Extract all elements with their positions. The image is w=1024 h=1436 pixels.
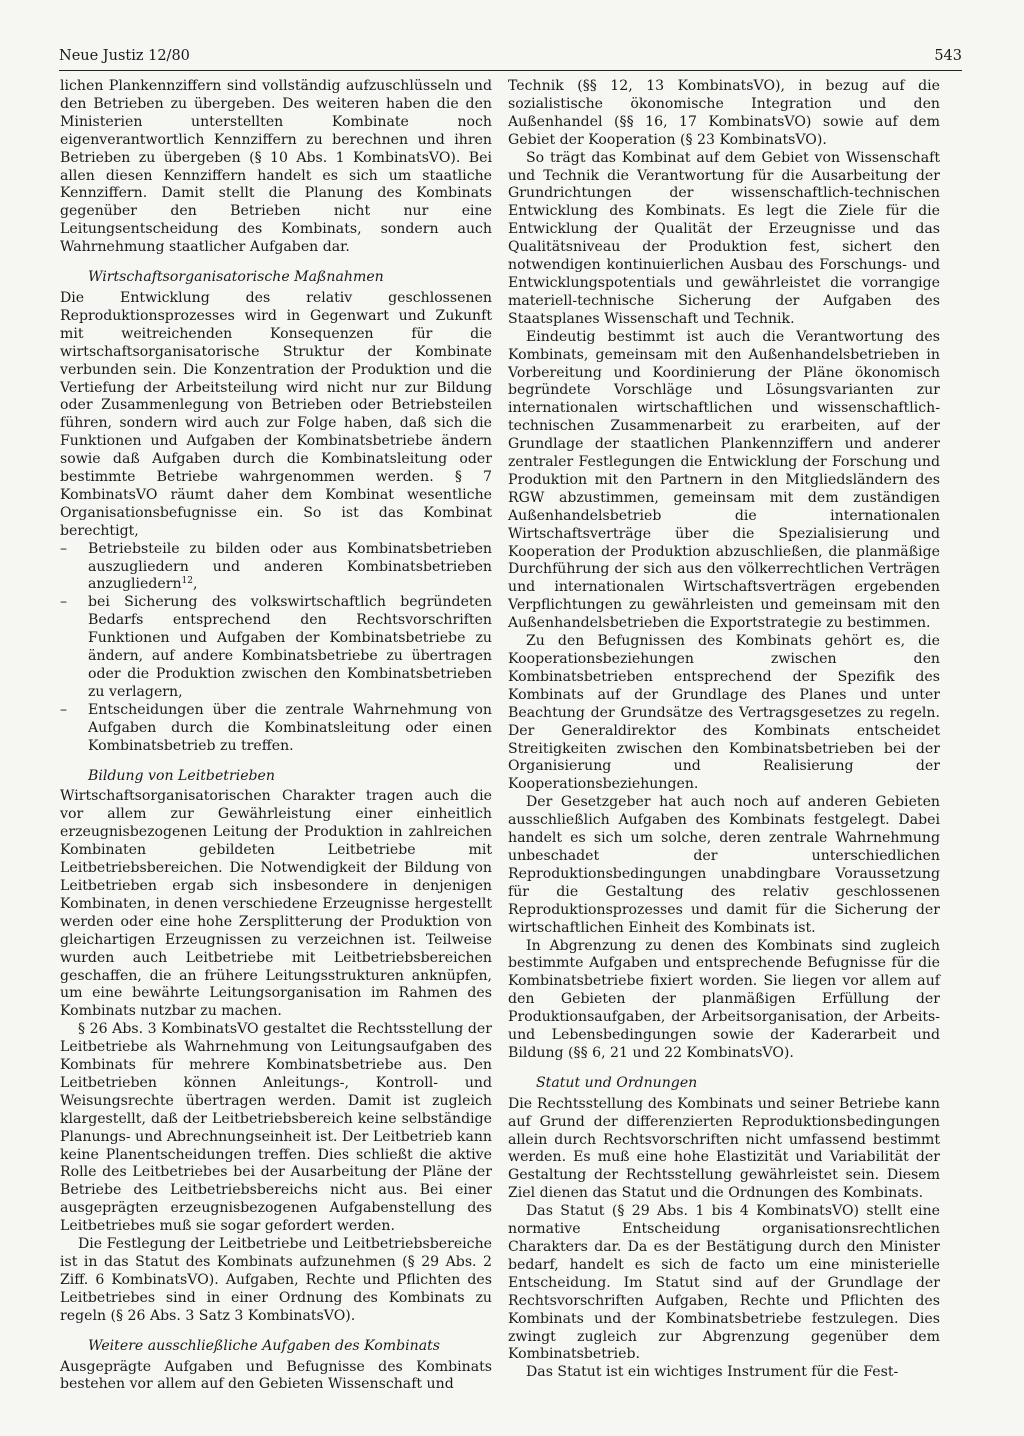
left-column [60,78,492,1394]
list-item-text: bei Sicherung des volkswirtschaftlich begründeten Bedarfs entsprechend den Rechtsvorschriften Funktionen und Aufgaben der Kombinatsbetriebe zu ändern, auf andere Kombinatsbetriebe zu übertragen oder die Produktion zwischen den Kombinatsbetrieben zu verlagern, [88,594,492,700]
section-heading: Bildung von Leitbetrieben [88,767,275,784]
journal-title: Neue Justiz 12/80 [59,48,190,64]
paragraph: In Abgrenzung zu denen des Kombinats sind zugleich bestimmte Aufgaben und entsprechende Befugnisse für die Kombinatsbetriebe fixiert worden. Sie liegen vor allem auf den Gebieten der planmäßigen Erfüllung der Produktionsaufgaben, der Arbeitsorganisation, der Arbeits- und Lebensbedingungen sowie der Kaderarbeit und Bildung (§§ 6, 21 und 22 KombinatsVO). [508,937,940,1061]
paragraph: Die Entwicklung des relativ geschlossenen Reproduktionsprozesses wird in Gegenwart und Zukunft mit weitreichenden Konsequenzen für die wirtschaftsorganisatorische Struktur der Kombinate verbunden sein. Die Konzentration der Produktion und die Vertiefung der Arbeitsteilung wird nicht nur zur Bildung oder Zusammenlegung von Betrieben oder Betriebsteilen führen, sondern wird auch zur Folge haben, daß sich die Funktionen und Aufgaben der Kombinatsbetriebe ändern sowie daß Aufgaben durch die Kombinatsleitung oder bestimmte Betriebe wahrgenommen werden. § 7 KombinatsVO räumt daher dem Kombinat wesentliche Organisationsbefugnisse ein. So ist das Kombinat berechtigt, [60,289,492,539]
dash-bullet: – [60,594,68,611]
paragraph: Das Statut ist ein wichtiges Instrument für die Fest- [526,1364,899,1381]
dash-list [60,541,492,756]
paragraph: Das Statut (§ 29 Abs. 1 bis 4 KombinatsVO) stellt eine normative Entscheidung organisationsrechtlichen Charakters dar. Da es der Bestätigung durch den Minister bedarf, handelt es sich de facto um eine ministerielle Entscheidung. Im Statut sind auf der Grundlage der Rechtsvorschriften Aufgaben, Rechte und Pflichten des Kombinats und der Kombinatsbetriebe festzulegen. Dies zwingt zugleich zur Abgrenzung gegenüber dem Kombinatsbetrieb. [508,1203,940,1363]
paragraph: Eindeutig bestimmt ist auch die Verantwortung des Kombinats, gemeinsam mit den Außenhandelsbetrieben in Vorbereitung und Koordinierung der Pläne ökonomisch begründete Vorschläge und Lösungsvarianten zur internationalen wirtschaftlichen und wissenschaftlich-technischen Zusammenarbeit zu erarbeiten, auf der Grundlage der staatlichen Plankennziffern und anderer zentraler Festlegungen die Entwicklung der Forschung und Produktion mit den Partnern in den Mitgliedsländern des RGW abzustimmen, gemeinsam mit dem zuständigen Außenhandelsbetrieb die internationalen Wirtschaftsverträge über die Spezialisierung und Kooperation der Produktion abzuschließen, die planmäßige Durchführung der sich aus den völkerrechtlichen Verträgen und internationalen Wirtschaftsverträgen ergebenden Verpflichtungen zu gewährleisten und gemeinsam mit den Außenhandelsbetrieben die Exportstrategie zu bestimmen. [508,328,940,632]
paragraph: Die Festlegung der Leitbetriebe und Leitbetriebsbereiche ist in das Statut des Kombinats aufzunehmen (§ 29 Abs. 2 Ziff. 6 KombinatsVO). Aufgaben, Rechte und Pflichten des Leitbetriebes sind in einer Ordnung des Kombinats zu regeln (§ 26 Abs. 3 Satz 3 KombinatsVO). [60,1236,492,1324]
list-item [60,702,492,756]
paragraph: Die Rechtsstellung des Kombinats und seiner Betriebe kann auf Grund der differenzierten Reproduktionsbedingungen allein durch Rechtsvorschriften nicht umfassend bestimmt werden. Es muß eine hohe Elastizität und Variabilität der Gestaltung der Rechtsstellung gewährleistet sein. Diesem Ziel dienen das Statut und die Ordnungen des Kombinats. [508,1095,940,1202]
footnote-ref: 12 [181,576,193,587]
header-rule [59,70,962,71]
dash-bullet: – [60,701,68,718]
page-header [59,48,962,72]
paragraph: So trägt das Kombinat auf dem Gebiet von Wissenschaft und Technik die Verantwortung für die Ausarbeitung der Grundrichtungen der wissenschaftlich-technischen Entwicklung des Kombinats. Es legt die Ziele für die Entwicklung der Qualität der Erzeugnisse und das Qualitätsniveau der Produktion fest, sichert den notwendigen kontinuierlichen Ausbau des Forschungs- und Entwicklungspotentials und gewährleistet die vorrangige materiell-technische Sicherung der Aufgaben des Staatsplanes Wissenschaft und Technik. [508,149,940,327]
paragraph: § 26 Abs. 3 KombinatsVO gestaltet die Rechtsstellung der Leitbetriebe als Wahrnehmung von Leitungsaufgaben des Kombinats für mehrere Kombinatsbetriebe aus. Den Leitbetrieben können Anleitungs-, Kontroll- und Weisungsrechte übertragen werden. Damit ist zugleich klargestellt, daß der Leitbetriebsbereich keine selbständige Planungs- und Abrechnungseinheit ist. Der Leitbetrieb kann keine Planentscheidungen treffen. Dies schließt die aktive Rolle des Leitbetriebes bei der Ausarbeitung der Pläne der Betriebe des Leitbetriebsbereichs nicht aus. Bei einer ausgeprägten erzeugnisbezogenen Aufgabenstellung des Leitbetriebes muß sie sogar gefordert werden. [60,1021,492,1235]
section-heading: Statut und Ordnungen [536,1074,698,1091]
paragraph: Technik (§§ 12, 13 KombinatsVO), in bezug auf die sozialistische ökonomische Integration und den Außenhandel (§§ 16, 17 KombinatsVO) sowie auf dem Gebiet der Kooperation (§ 23 KombinatsVO). [508,78,940,148]
paragraph: Der Gesetzgeber hat auch noch auf anderen Gebieten ausschließlich Aufgaben des Kombinats festgelegt. Dabei handelt es sich um solche, deren zentrale Wahrnehmung unbeschadet der unterschiedlichen Reproduktionsbedingungen unabdingbare Voraussetzung für die Gestaltung des relativ geschlossenen Reproduktionsprozesses und damit für die Sicherung der wirtschaftlichen Einheit des Kombinats ist. [508,794,940,936]
right-column [508,78,940,1382]
section-heading: Weitere ausschließliche Aufgaben des Kombinats [88,1337,441,1354]
paragraph: Zu den Befugnissen des Kombinats gehört es, die Kooperationsbeziehungen zwischen den Kombinatsbetrieben entsprechend der Spezifik des Kombinats auf der Grundlage des Planes und unter Beachtung der Grundsätze des Vertragsgesetzes zu regeln. Der Generaldirektor des Kombinats entscheidet Streitigkeiten zwischen den Kombinatsbetrieben bei der Organisierung und Realisierung der Kooperationsbeziehungen. [508,633,940,793]
list-item-punct: , [193,576,198,593]
list-item-text: Betriebsteile zu bilden oder aus Kombinatsbetrieben auszugliedern und anderen Kombinatsbetrieben anzugliedern [88,540,492,593]
paragraph: Ausgeprägte Aufgaben und Befugnisse des Kombinats bestehen vor allem auf den Gebieten Wissenschaft und [60,1358,492,1393]
dash-bullet: – [60,540,68,557]
paragraph: lichen Plankennziffern sind vollständig aufzuschlüsseln und den Betrieben zu übergeben. Des weiteren haben die den Ministerien unterstellten Kombinate noch eigenverantwortlich Kennziffern zu berechnen und ihren Betrieben zu übergeben (§ 10 Abs. 1 KombinatsVO). Bei allen diesen Kennziffern handelt es sich um staatliche Kennziffern. Damit stellt die Planung des Kombinats gegenüber den Betrieben nicht nur eine Leitungsentscheidung des Kombinats, sondern auch Wahrnehmung staatlicher Aufgaben dar. [60,78,492,256]
list-item-text: Entscheidungen über die zentrale Wahrnehmung von Aufgaben durch die Kombinatsleitung oder einen Kombinatsbetrieb zu treffen. [88,701,492,754]
paragraph: Wirtschaftsorganisatorischen Charakter tragen auch die vor allem zur Gewährleistung einer einheitlich erzeugnisbezogenen Leitung der Produktion in zahlreichen Kombinaten gebildeten Leitbetriebe mit Leitbetriebsbereichen. Die Notwendigkeit der Bildung von Leitbetrieben ergab sich insbesondere in denjenigen Kombinaten, in denen verschiedene Erzeugnisse hergestellt werden oder eine hohe Zersplitterung der Produktion von gleichartigen Erzeugnissen zu verzeichnen ist. Teilweise wurden auch Leitbetriebe mit Leitbetriebsbereichen geschaffen, die an frühere Leitungsstrukturen anknüpfen, um eine bewährte Leitungsorganisation im Rahmen des Kombinats nutzbar zu machen. [60,788,492,1020]
section-heading: Wirtschaftsorganisatorische Maßnahmen [88,269,384,286]
list-item [60,541,492,595]
page-number: 543 [934,48,962,64]
list-item [60,594,492,701]
